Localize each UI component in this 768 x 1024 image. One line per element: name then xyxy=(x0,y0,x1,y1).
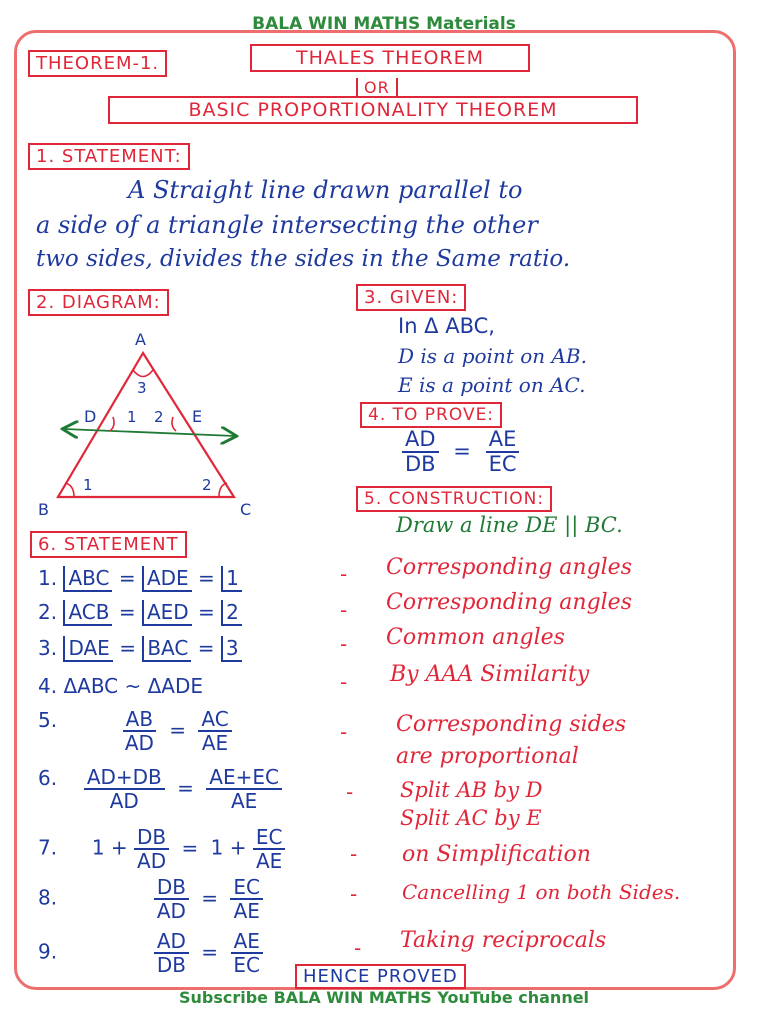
angle-expr: DAE xyxy=(63,636,112,662)
reason-7: on Simplification xyxy=(402,842,591,867)
proof-step-7 xyxy=(38,826,285,872)
equals: = xyxy=(197,636,215,660)
to-prove-lhs-num: AD xyxy=(402,428,439,453)
angle-expr: BAC xyxy=(142,636,191,662)
or-label: OR xyxy=(356,78,398,97)
dash-9: - xyxy=(354,936,362,960)
label-a: A xyxy=(135,330,146,349)
similarity-expr: ΔABC ~ ΔADE xyxy=(63,674,204,698)
equals: = xyxy=(119,636,136,660)
given-line-1: In Δ ABC, xyxy=(398,314,495,338)
equals: = xyxy=(198,566,215,590)
angle-expr: AED xyxy=(142,600,192,626)
angle-expr: 1 xyxy=(221,566,242,592)
to-prove-heading: 4. TO PROVE: xyxy=(360,402,502,428)
equals: = xyxy=(181,835,199,860)
statement-line-1: A Straight line drawn parallel to xyxy=(128,176,523,204)
frac-num: AE xyxy=(231,930,263,954)
reason-5a: Corresponding sides xyxy=(396,712,627,737)
reason-4: By AAA Similarity xyxy=(390,662,590,687)
frac-num: DB xyxy=(154,876,189,900)
frac-num: DB xyxy=(134,826,169,850)
to-prove-rhs-num: AE xyxy=(486,428,520,453)
alt-theorem-name: BASIC PROPORTIONALITY THEOREM xyxy=(108,96,638,124)
angle-arc-a xyxy=(133,370,153,377)
given-line-2: D is a point on AB. xyxy=(398,344,587,368)
reason-9: Taking reciprocals xyxy=(400,928,607,953)
frac-den: AD xyxy=(137,849,167,873)
reason-2: Corresponding angles xyxy=(386,590,632,615)
to-prove-equation xyxy=(402,428,520,476)
equals: = xyxy=(118,600,136,624)
frac-num: AB xyxy=(123,708,156,732)
one-plus: 1 + xyxy=(210,835,247,860)
frac-den: AE xyxy=(230,789,258,813)
angle-arc-d xyxy=(110,417,114,431)
angle-expr: 3 xyxy=(221,636,242,662)
dash-8: - xyxy=(350,882,358,906)
reason-8: Cancelling 1 on both Sides. xyxy=(402,880,681,904)
label-d: D xyxy=(84,407,97,426)
dash-2: - xyxy=(340,598,348,622)
bottom-banner: Subscribe BALA WIN MATHS YouTube channel xyxy=(178,988,590,1007)
construction-heading: 5. CONSTRUCTION: xyxy=(356,486,552,512)
given-line-3: E is a point on AC. xyxy=(398,373,586,397)
proof-step-9 xyxy=(38,930,263,976)
angle-label-3: 3 xyxy=(137,379,147,397)
equals: = xyxy=(201,885,219,910)
proof-step-2 xyxy=(38,600,242,624)
frac-den: DB xyxy=(156,953,186,977)
to-prove-lhs-den: DB xyxy=(405,452,436,477)
angle-expr: ACB xyxy=(63,600,112,626)
frac-num: AE+EC xyxy=(206,766,282,790)
diagram-heading: 2. DIAGRAM: xyxy=(28,289,169,316)
reason-6a: Split AB by D xyxy=(400,778,543,802)
frac-den: AE xyxy=(255,849,283,873)
angle-arc-b xyxy=(65,483,74,497)
label-c: C xyxy=(240,500,252,519)
one-plus: 1 + xyxy=(91,835,128,860)
equals: = xyxy=(198,600,215,624)
statement-line-3: two sides, divides the sides in the Same ratio. xyxy=(36,246,571,272)
proof-step-3 xyxy=(38,636,242,660)
statement-line-2: a side of a triangle intersecting the other xyxy=(36,211,538,239)
step-number: 6. xyxy=(38,766,58,790)
reason-6b: Split AC by E xyxy=(400,806,542,830)
angle-expr: ABC xyxy=(63,566,112,592)
frac-den: AD xyxy=(156,899,186,923)
equals: = xyxy=(118,566,136,590)
frac-num: EC xyxy=(230,876,263,900)
dash-3: - xyxy=(340,632,348,656)
step-number: 1. xyxy=(38,566,58,590)
to-prove-eq: = xyxy=(453,439,471,464)
triangle-diagram xyxy=(30,325,260,525)
reason-3: Common angles xyxy=(386,625,565,650)
step-number: 8. xyxy=(38,885,58,910)
step-number: 3. xyxy=(38,636,58,660)
frac-den: AD xyxy=(124,731,154,755)
given-heading: 3. GIVEN: xyxy=(356,284,466,311)
proof-step-5 xyxy=(38,708,232,754)
top-banner: BALA WIN MATHS Materials xyxy=(252,14,516,34)
proof-step-6 xyxy=(38,766,282,812)
reason-1: Corresponding angles xyxy=(386,555,632,580)
label-b: B xyxy=(38,500,49,519)
theorem-label: THEOREM-1. xyxy=(28,50,167,77)
reason-5b: are proportional xyxy=(396,744,579,769)
angle-label-d1: 1 xyxy=(127,408,137,426)
equals: = xyxy=(177,775,194,800)
construction-text: Draw a line DE || BC. xyxy=(396,513,623,537)
step-number: 2. xyxy=(38,600,58,624)
equals: = xyxy=(201,939,219,964)
statement-heading: 1. STATEMENT: xyxy=(28,143,190,170)
frac-den: AE xyxy=(201,731,229,755)
proof-heading: 6. STATEMENT xyxy=(30,531,187,558)
step-number: 9. xyxy=(38,939,58,964)
angle-arc-e xyxy=(172,417,176,431)
angle-expr: ADE xyxy=(142,566,192,592)
frac-num: AD xyxy=(154,930,189,954)
dash-5: - xyxy=(340,720,348,744)
label-e: E xyxy=(192,407,203,426)
frac-den: AD xyxy=(109,789,139,813)
theorem-name: THALES THEOREM xyxy=(250,44,530,72)
proof-step-1 xyxy=(38,566,242,590)
step-number: 7. xyxy=(38,835,58,860)
to-prove-rhs-den: EC xyxy=(488,452,517,477)
angle-expr: 2 xyxy=(221,600,242,626)
proof-step-4 xyxy=(38,674,203,698)
frac-num: AD+DB xyxy=(84,766,165,790)
frac-num: EC xyxy=(253,826,286,850)
dash-6: - xyxy=(346,780,354,804)
angle-label-2: 2 xyxy=(202,476,212,494)
frac-num: AC xyxy=(198,708,231,732)
frac-den: AE xyxy=(233,899,260,923)
dash-4: - xyxy=(340,670,348,694)
parallel-line-de xyxy=(64,429,235,436)
angle-label-1: 1 xyxy=(83,476,93,494)
dash-1: - xyxy=(340,562,348,586)
proof-step-8 xyxy=(38,876,263,922)
dash-7: - xyxy=(350,842,358,866)
hence-proved: HENCE PROVED xyxy=(295,964,466,989)
equals: = xyxy=(169,717,187,742)
angle-label-e2: 2 xyxy=(154,408,164,426)
step-number: 5. xyxy=(38,708,58,732)
frac-den: EC xyxy=(233,953,261,977)
step-number: 4. xyxy=(38,674,58,698)
